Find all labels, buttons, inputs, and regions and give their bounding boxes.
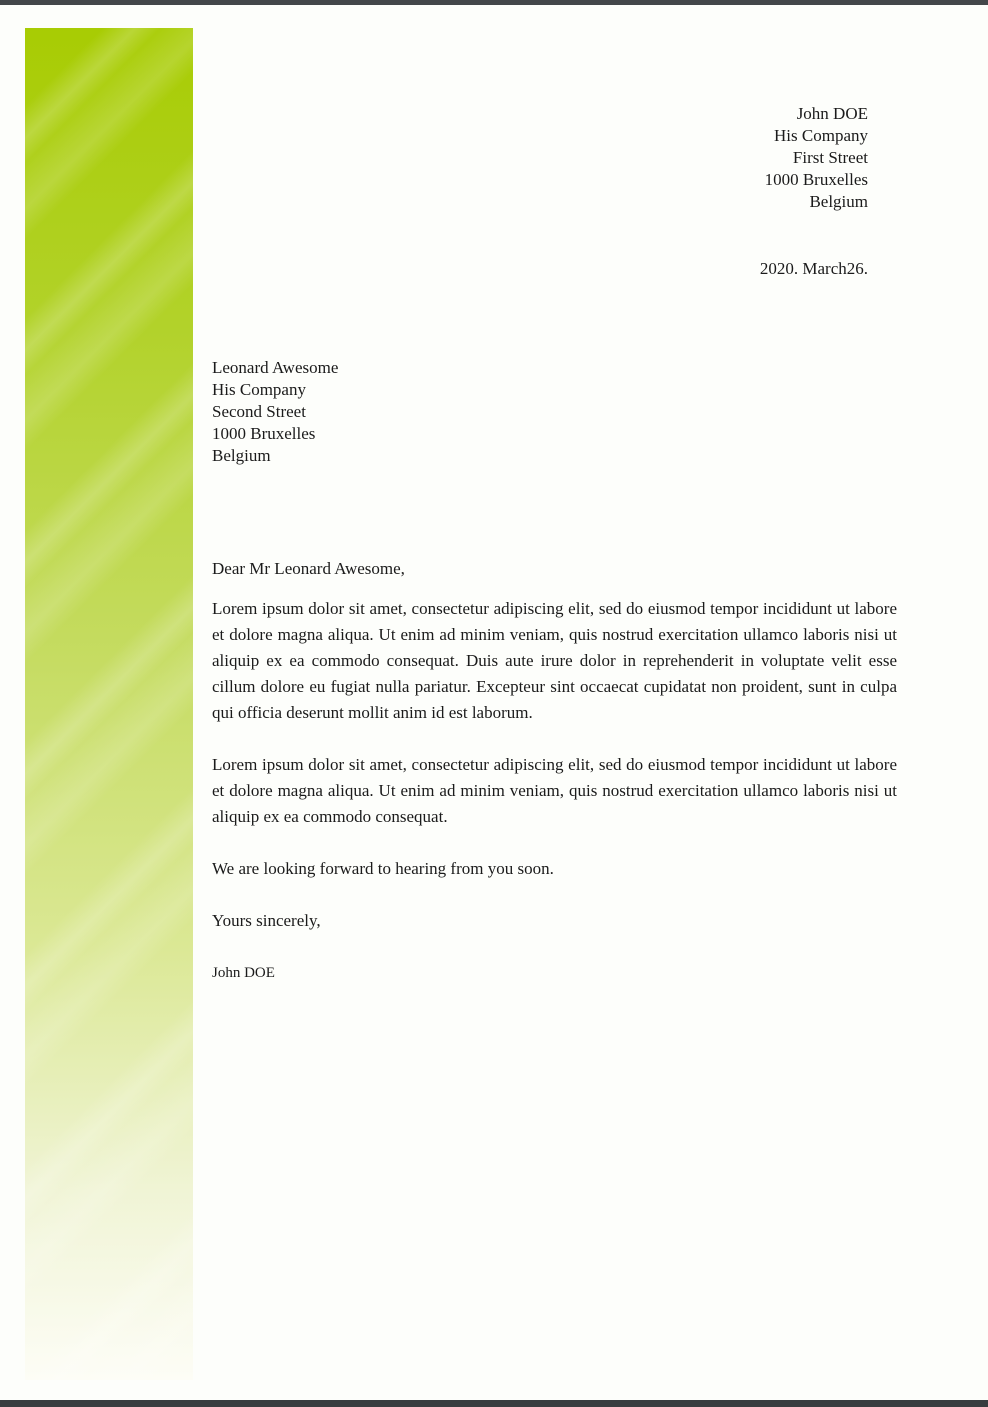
recipient-company: His Company [212, 380, 306, 399]
valediction: Yours sincerely, [212, 911, 321, 930]
page-top-edge [0, 0, 988, 5]
sender-city: 1000 Bruxelles [764, 170, 868, 189]
recipient-country: Belgium [212, 446, 271, 465]
sender-country: Belgium [809, 192, 868, 211]
salutation: Dear Mr Leonard Awesome, [212, 559, 405, 578]
body-paragraph-1: Lorem ipsum dolor sit amet, consectetur adipiscing elit, sed do eiusmod tempor incididunt ut labore et dolore magna aliqua. Ut enim ad minim veniam, quis nostrud exercitation ullamco laboris nisi ut aliquip ex ea commodo consequat. Duis aute irure dolor in reprehenderit in voluptate velit esse cillum dolore eu fugiat nulla pariatur. Excepteur sint occaecat cupidatat non proident, sunt in culpa qui officia deserunt mollit anim id est laborum. [212, 599, 897, 722]
recipient-city: 1000 Bruxelles [212, 424, 316, 443]
sender-address-block [765, 103, 868, 213]
letter-body [212, 556, 897, 986]
recipient-street: Second Street [212, 402, 306, 421]
recipient-address-block [212, 357, 338, 467]
sender-company: His Company [774, 126, 868, 145]
signature-name: John DOE [212, 965, 275, 981]
sender-street: First Street [792, 148, 868, 167]
page-bottom-edge [0, 1400, 988, 1407]
recipient-name: Leonard Awesome [212, 358, 339, 377]
green-gradient-sidebar [25, 28, 193, 1380]
body-paragraph-2: Lorem ipsum dolor sit amet, consectetur adipiscing elit, sed do eiusmod tempor incididunt ut labore et dolore magna aliqua. Ut enim ad minim veniam, quis nostrud exercitation ullamco laboris nisi ut aliquip ex ea commodo consequat. [212, 755, 897, 826]
sender-name: John DOE [796, 104, 868, 123]
letter-date: 2020. March26. [759, 259, 868, 278]
closing-line: We are looking forward to hearing from you soon. [212, 859, 554, 878]
